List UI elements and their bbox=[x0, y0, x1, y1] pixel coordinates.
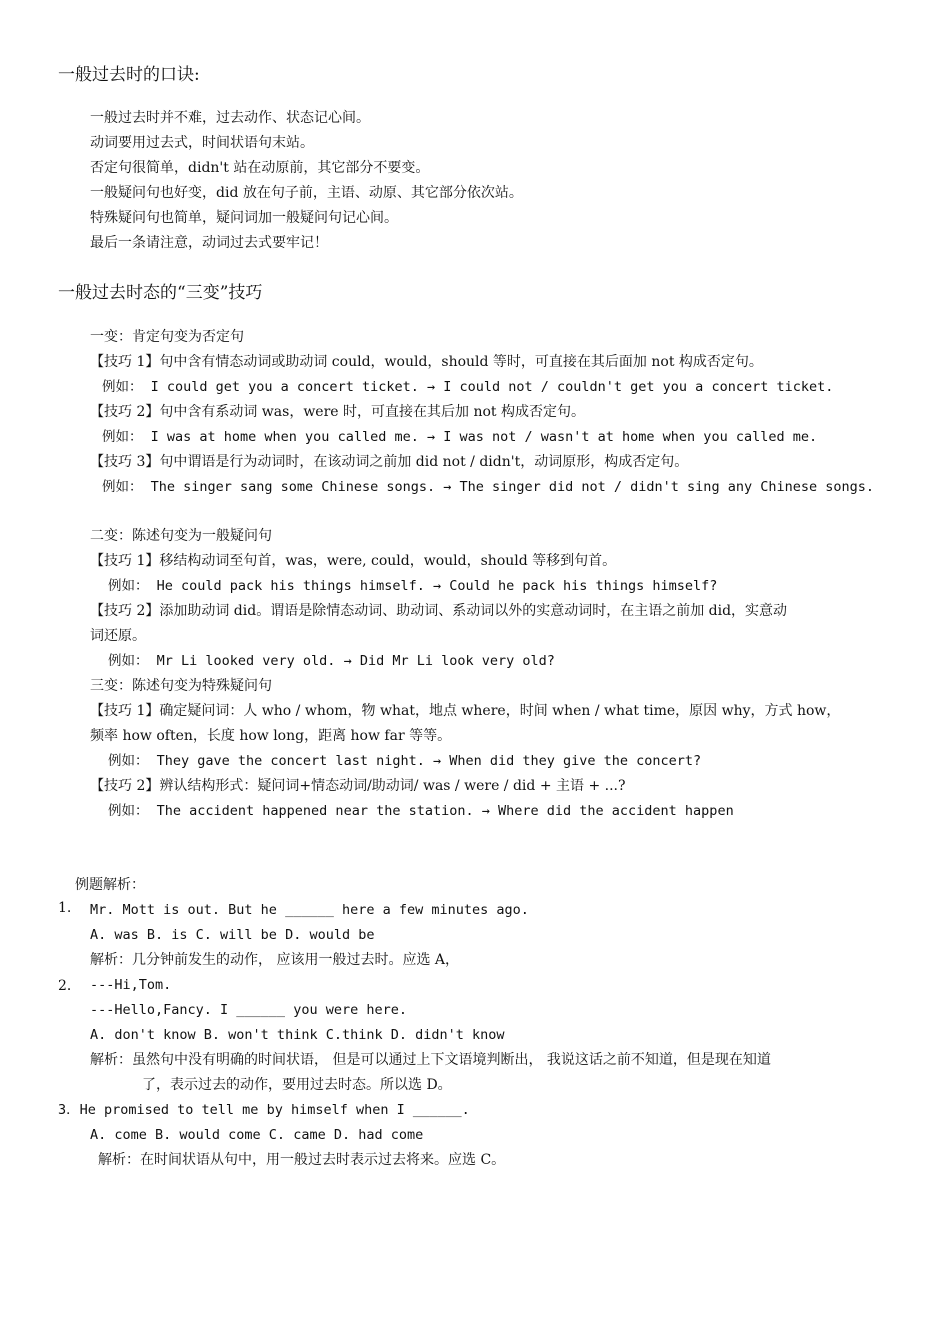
section-title-mnemonic: 一般过去时的口诀: bbox=[58, 65, 200, 85]
change1-example3: 例如： The singer sang some Chinese songs. → The singer did not / didn't sing any Chinese songs. bbox=[102, 479, 874, 495]
change1-tip1: 【技巧 1】句中含有情态动词或助动词 could，would，should 等时，可直接在其后面加 not 构成否定句。 bbox=[90, 354, 763, 370]
change2-tip2-line2: 词还原。 bbox=[90, 628, 146, 644]
change2-tip1: 【技巧 1】移结构动词至句首，was，were, could，would，should 等移到句首。 bbox=[90, 553, 617, 569]
question-1-number: 1. bbox=[58, 900, 72, 916]
question-1-text: Mr. Mott is out. But he ______ here a few minutes ago. bbox=[90, 902, 529, 918]
question-2-number: 2． bbox=[58, 978, 81, 994]
change2-example1: 例如： He could pack his things himself. → Could he pack his things himself? bbox=[108, 578, 718, 594]
question-2-line2: ---Hello,Fancy. I ______ you were here. bbox=[90, 1002, 407, 1018]
question-3-analysis: 解析：在时间状语从句中，用一般过去时表示过去将来。应选 C。 bbox=[98, 1152, 506, 1168]
section-title-three-changes: 一般过去时态的“三变”技巧 bbox=[58, 283, 263, 303]
change3-example2: 例如： The accident happened near the station. → Where did the accident happen bbox=[108, 803, 734, 819]
change3-tip1-line1: 【技巧 1】确定疑问词：人 who / whom，物 what，地点 where，时间 when / what time，原因 why，方式 how， bbox=[90, 703, 841, 719]
mnemonic-line-1: 一般过去时并不难，过去动作、状态记心间。 bbox=[90, 110, 370, 126]
change3-tip1-line2: 频率 how often，长度 how long，距离 how far 等等。 bbox=[90, 728, 452, 744]
change1-example1: 例如： I could get you a concert ticket. → I could not / couldn't get you a concert ticket. bbox=[102, 379, 834, 395]
question-2-analysis-line1: 解析：虽然句中没有明确的时间状语， 但是可以通过上下文语境判断出， 我说这话之前不知道，但是现在知道 bbox=[90, 1052, 771, 1068]
mnemonic-line-3: 否定句很简单，didn't 站在动原前，其它部分不要变。 bbox=[90, 160, 430, 176]
question-1-analysis: 解析：几分钟前发生的动作， 应该用一般过去时。应选 A， bbox=[90, 952, 460, 968]
question-2-options: A. don't know B. won't think C.think D. didn't know bbox=[90, 1027, 505, 1043]
question-3-options: A. come B. would come C. came D. had come bbox=[90, 1127, 424, 1143]
change3-example1: 例如： They gave the concert last night. → When did they give the concert? bbox=[108, 753, 702, 769]
question-2-analysis-line2: 了，表示过去的动作，要用过去时态。所以选 D。 bbox=[142, 1077, 452, 1093]
mnemonic-line-5: 特殊疑问句也简单，疑问词加一般疑问句记心间。 bbox=[90, 210, 398, 226]
question-1-options: A. was B. is C. will be D. would be bbox=[90, 927, 375, 943]
change3-heading: 三变：陈述句变为特殊疑问句 bbox=[90, 678, 272, 694]
change1-tip3: 【技巧 3】句中谓语是行为动词时，在该动词之前加 did not / didn't，动词原形，构成否定句。 bbox=[90, 454, 689, 470]
change2-example2: 例如： Mr Li looked very old. → Did Mr Li look very old? bbox=[108, 653, 555, 669]
question-3-text: 3．He promised to tell me by himself when I ______. bbox=[58, 1102, 470, 1118]
change1-tip2: 【技巧 2】句中含有系动词 was，were 时，可直接在其后加 not 构成否定句。 bbox=[90, 404, 585, 420]
change1-example2: 例如： I was at home when you called me. → I was not / wasn't at home when you called me. bbox=[102, 429, 818, 445]
change2-heading: 二变：陈述句变为一般疑问句 bbox=[90, 528, 272, 544]
change1-heading: 一变：肯定句变为否定句 bbox=[90, 329, 244, 345]
examples-heading: 例题解析： bbox=[75, 877, 145, 893]
mnemonic-line-2: 动词要用过去式，时间状语句末站。 bbox=[90, 135, 314, 151]
mnemonic-line-4: 一般疑问句也好变，did 放在句子前，主语、动原、其它部分依次站。 bbox=[90, 185, 523, 201]
mnemonic-line-6: 最后一条请注意，动词过去式要牢记！ bbox=[90, 235, 328, 251]
change3-tip2: 【技巧 2】辨认结构形式：疑问词+情态动词/助动词/ was / were / did + 主语 + ...? bbox=[90, 778, 626, 794]
change2-tip2-line1: 【技巧 2】添加助动词 did。谓语是除情态动词、助动词、系动词以外的实意动词时，在主语之前加 did，实意动 bbox=[90, 603, 788, 619]
question-2-line1: ---Hi,Tom. bbox=[90, 977, 172, 993]
